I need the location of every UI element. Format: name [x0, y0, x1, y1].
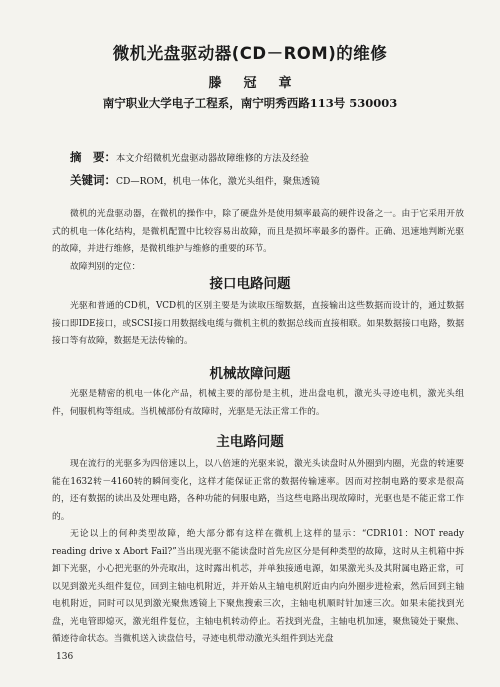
section-interface-body [52, 298, 464, 351]
keywords-label: 关键词： [70, 173, 116, 187]
section-heading-interface: 接口电路问题 [209, 276, 291, 292]
intro-paragraph: 微机的光盘驱动器，在微机的操作中，除了硬盘外是使用频率最高的硬件设备之一。由于它采用开放式的机电一体化结构，是微机配置中比较容易出故障，而且是损坏率最多的器件。正确、迅速地判断光驱的故障，并进行维修，是微机维护与维修的重要的环节。 [52, 209, 464, 254]
keywords-text: CD—ROM，机电一体化，激光头组件，聚焦透镜 [116, 176, 320, 187]
keywords-line [70, 172, 470, 188]
page-number: 136 [56, 652, 74, 662]
section-main-circuit-body [52, 456, 464, 649]
abstract-text: 本文介绍微机光盘驱动器故障维修的方法及经验 [116, 153, 309, 164]
section-heading-mechanical: 机械故障问题 [209, 366, 291, 382]
section-main-circuit-p1: 现在流行的光驱多为四倍速以上，以八倍速的光驱来说，激光头读盘时从外圈到内圈，光盘的转速要能在1632转－4160转的瞬间变化，这样才能保证正常的数据传输速率。因而对控制电路的要求是很高的，还有数据的读出及处理电路，各种功能的伺服电路，当这些电路出现故障时，光驱也是不能正常工作的。 [52, 459, 464, 522]
author-affiliation: 南宁职业大学电子工程系，南宁明秀西路113号 530003 [102, 96, 398, 110]
author-name: 滕冠章 [208, 76, 314, 91]
section-main-circuit-p2: 无论以上的何种类型故障，绝大部分都有这样在微机上这样的显示：“CDR101：NOT ready reading drive x Abort Fail?”当出现光驱不能读盘时首先应区分是何种类型的故障，这时从主机箱中拆卸下光驱，小心把光驱的外壳取出，这时露出机芯，并单独接通电源，如果激光头及其附属电路正常，可以见到激光头组件复位，回到主轴电机附近，并开始从主轴电机附近由内向外圈步进检索，然后回到主轴电机附近，同时可以见到激光聚焦透镜上下聚焦搜索三次，主轴电机顺时针加速三次。如果未能找到光盘，光电管即熄灭，激光组件复位，主轴电机转动停止。若找到光盘，主轴电机加速，聚焦镜处于聚焦、循迹待命状态。当微机送入读盘信号，寻迹电机带动激光头组件到达光盘 [52, 529, 464, 644]
section-mechanical-body [52, 386, 464, 421]
section-mechanical-text: 光驱是精密的机电一体化产品，机械主要的部份是主机，进出盘电机，激光头寻迹电机，激光头组件，伺服机构等组成。当机械部份有故障时，光驱是无法正常工作的。 [52, 389, 464, 417]
abstract-line [70, 149, 470, 165]
intro-block [52, 206, 464, 276]
section-heading-main-circuit: 主电路问题 [216, 434, 284, 450]
section-interface-text: 光驱和普通的CD机，VCD机的区别主要是为读取压缩数据，直接输出这些数据而设计的，通过数据接口即IDE接口，或SCSI接口用数据线电缆与微机主机的数据总线而直接相联。如果数据接口电路，数据接口等有故障，数据是无法传输的。 [52, 301, 464, 346]
abstract-label: 摘 要： [70, 150, 116, 164]
article-title: 微机光盘驱动器(CD－ROM)的维修 [112, 44, 388, 63]
fault-location-line: 故障判别的定位： [70, 261, 141, 272]
